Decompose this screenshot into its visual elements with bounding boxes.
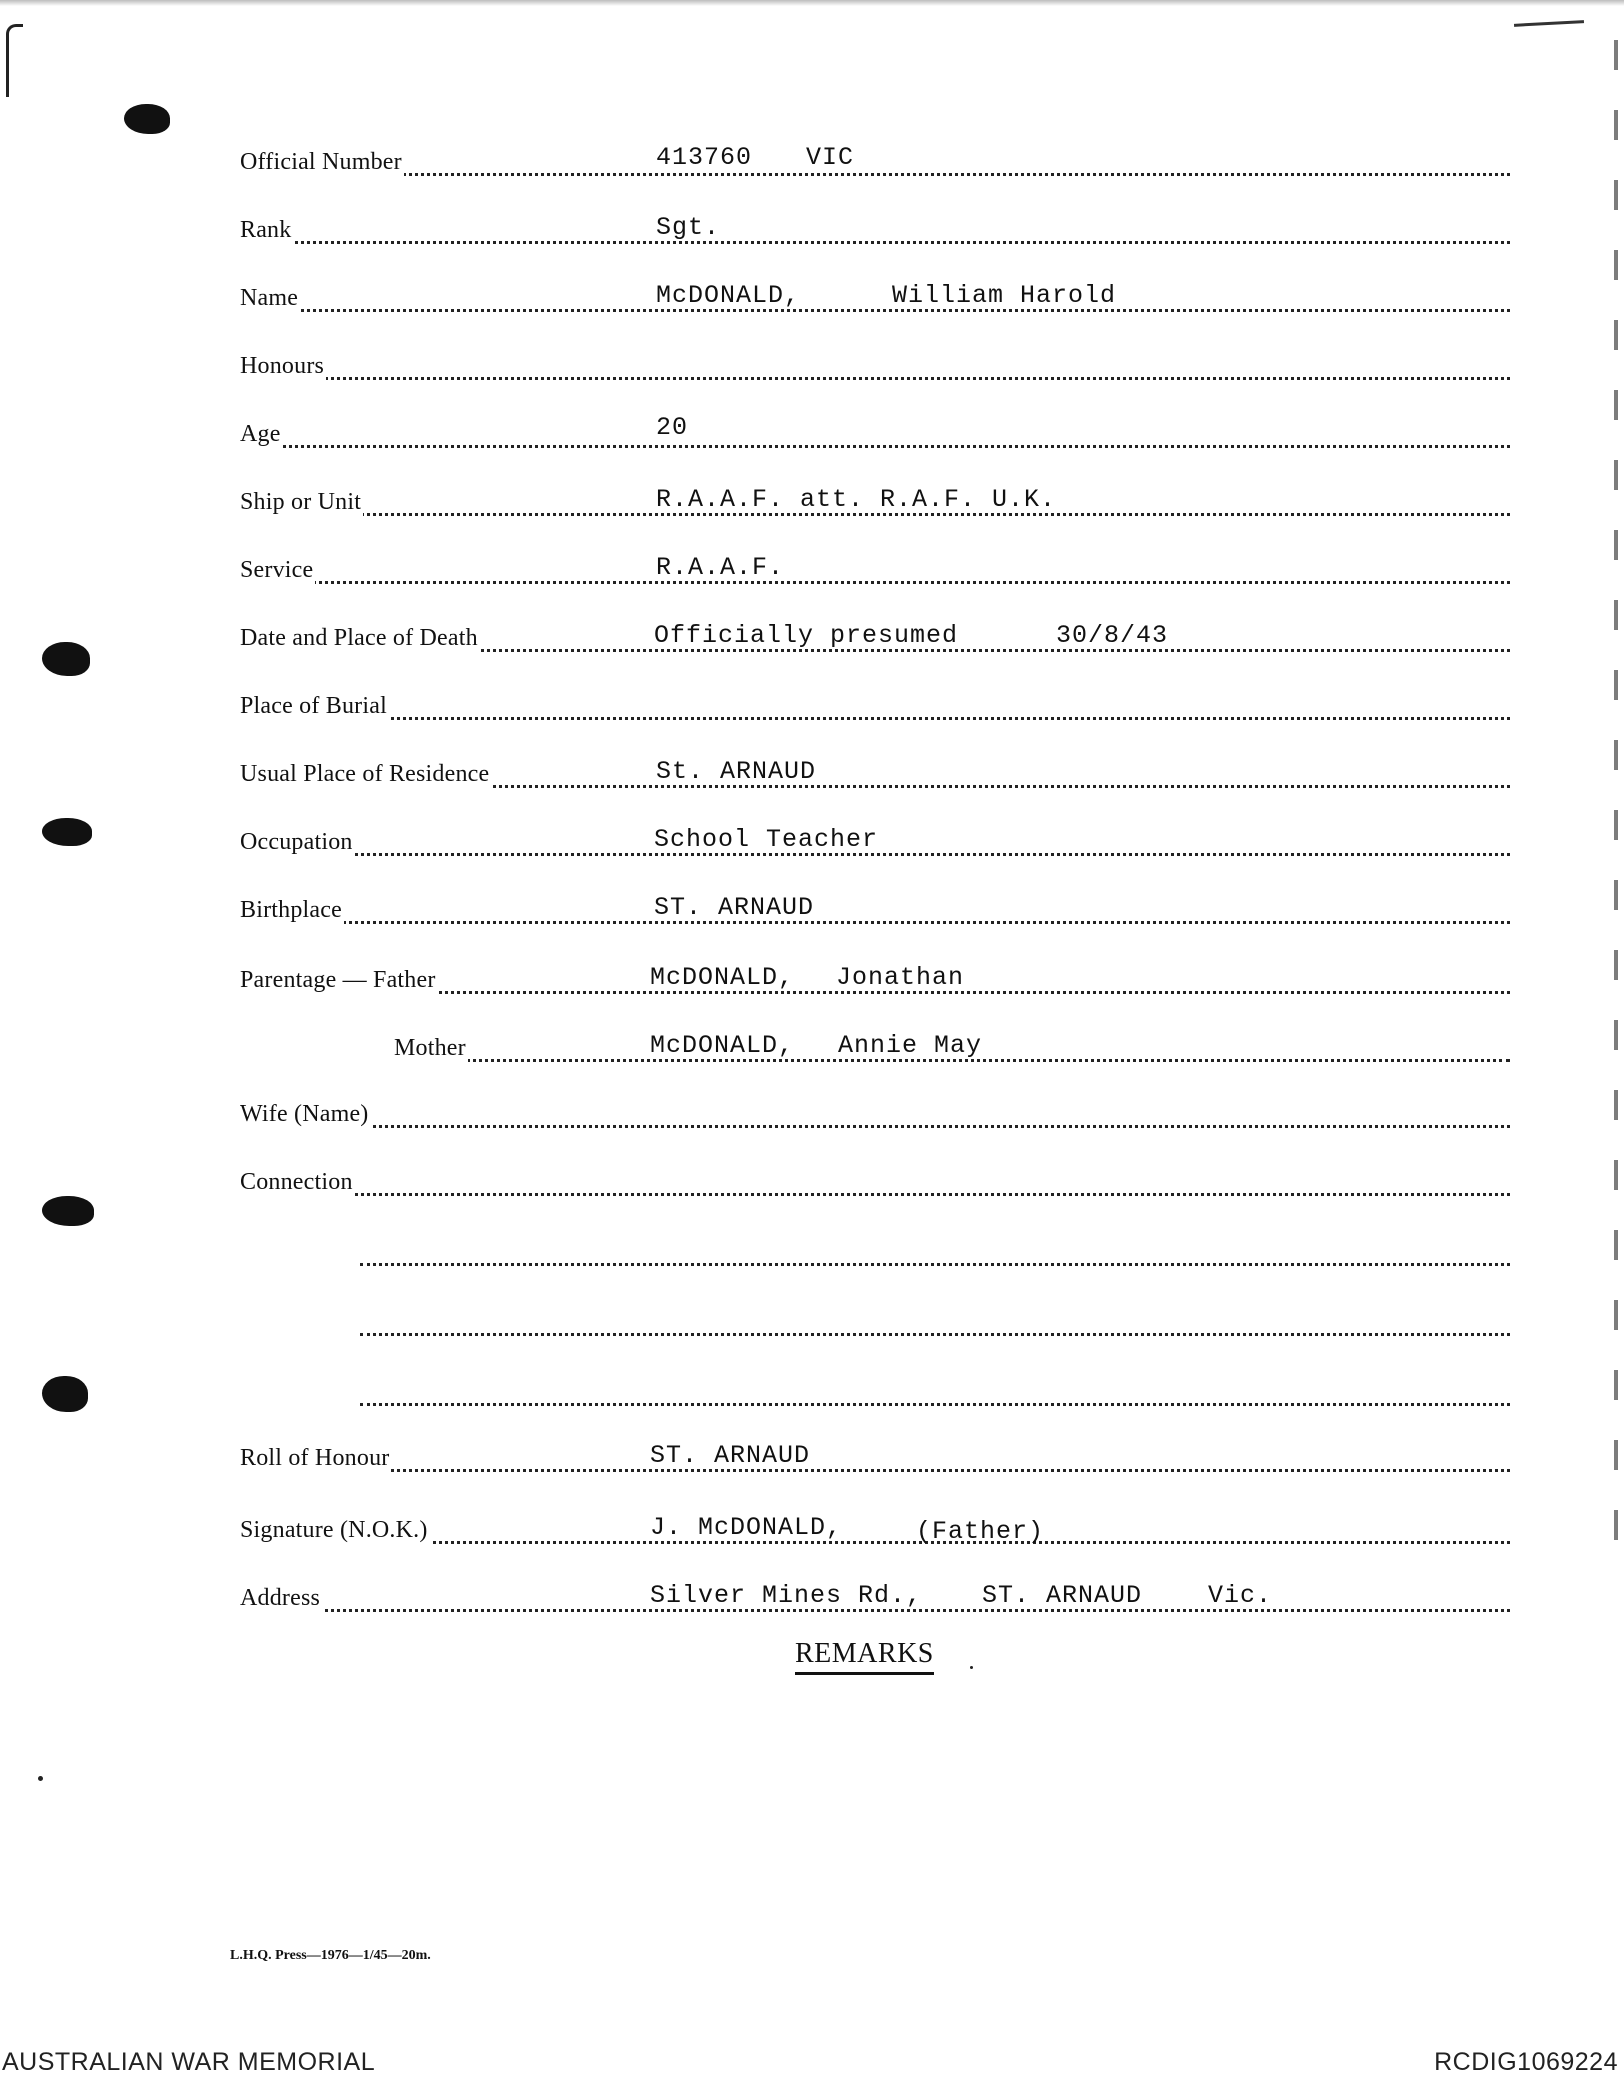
- mother-surname-value: McDONALD,: [650, 1031, 795, 1060]
- dotted-line: [240, 1193, 1510, 1196]
- occupation-row: [240, 820, 1510, 864]
- archive-name: AUSTRALIAN WAR MEMORIAL: [2, 2048, 376, 2076]
- page-edge: [0, 0, 1624, 6]
- punch-hole-icon: [42, 818, 92, 846]
- official-number-row: [240, 140, 1510, 184]
- dotted-line: [240, 717, 1510, 720]
- surname-value: McDONALD,: [656, 281, 801, 310]
- dotted-line: [240, 445, 1510, 448]
- father-surname-value: McDONALD,: [650, 963, 795, 992]
- official-number-label: Official Number: [240, 149, 402, 175]
- rank-value: Sgt.: [656, 213, 721, 242]
- service-row: [240, 548, 1510, 592]
- corner-fold-mark: [6, 24, 23, 97]
- place-of-burial-label: Place of Burial: [240, 693, 387, 719]
- place-of-burial-row: [240, 684, 1510, 728]
- dotted-line: [360, 1403, 1510, 1406]
- death-status-value: Officially presumed: [654, 621, 959, 650]
- dotted-line: [240, 1469, 1510, 1472]
- address-town-value: ST. ARNAUD: [982, 1581, 1143, 1610]
- usual-residence-value: St. ARNAUD: [656, 757, 817, 786]
- punch-hole-icon: [124, 104, 170, 134]
- address-label: Address: [240, 1585, 321, 1611]
- mother-given-value: Annie May: [838, 1031, 983, 1060]
- punch-hole-icon: [42, 1376, 88, 1412]
- usual-residence-label: Usual Place of Residence: [240, 761, 490, 787]
- mother-label: Mother: [394, 1035, 466, 1061]
- connection-extra-line: [240, 1300, 1510, 1344]
- birthplace-label: Birthplace: [240, 897, 342, 923]
- dotted-line: [240, 309, 1510, 312]
- signature-label: Signature (N.O.K.): [240, 1517, 428, 1543]
- speck: [38, 1776, 43, 1781]
- official-number-value: 413760: [656, 143, 753, 172]
- connection-row: [240, 1160, 1510, 1204]
- service-label: Service: [240, 557, 314, 583]
- dotted-line: [360, 1263, 1510, 1266]
- father-label: Parentage — Father: [240, 967, 436, 993]
- name-label: Name: [240, 285, 299, 311]
- ship-or-unit-label: Ship or Unit: [240, 489, 362, 515]
- dotted-line: [360, 1333, 1510, 1336]
- age-row: [240, 412, 1510, 456]
- father-given-value: Jonathan: [836, 963, 965, 992]
- service-value: R.A.A.F.: [656, 553, 785, 582]
- age-value: 20: [656, 413, 689, 442]
- dotted-line: [240, 241, 1510, 244]
- dotted-line: [240, 581, 1510, 584]
- address-street-value: Silver Mines Rd.,: [650, 1581, 923, 1610]
- mother-row: [240, 1026, 1510, 1070]
- dotted-line: [240, 377, 1510, 380]
- address-state-value: Vic.: [1208, 1581, 1273, 1610]
- rank-label: Rank: [240, 217, 292, 243]
- name-row: [240, 276, 1510, 320]
- ship-or-unit-value: R.A.A.F. att. R.A.F. U.K.: [656, 485, 1057, 514]
- rank-row: [240, 208, 1510, 252]
- honours-label: Honours: [240, 353, 325, 379]
- punch-hole-icon: [42, 642, 90, 676]
- archive-reference: RCDIG1069224: [1434, 2048, 1618, 2076]
- dotted-line: [240, 173, 1510, 176]
- roll-of-honour-row: [240, 1436, 1510, 1480]
- wife-label: Wife (Name): [240, 1101, 369, 1127]
- wife-row: [240, 1092, 1510, 1136]
- date-place-of-death-label: Date and Place of Death: [240, 625, 478, 651]
- honours-row: [240, 344, 1510, 388]
- punch-hole-icon: [42, 1196, 94, 1226]
- dotted-line: [240, 1541, 1510, 1544]
- speck: [970, 1666, 973, 1669]
- dotted-line: [240, 1125, 1510, 1128]
- page-right-edge: [1614, 40, 1618, 1540]
- given-names-value: William Harold: [892, 281, 1117, 310]
- address-row: [240, 1576, 1510, 1620]
- official-number-state: VIC: [806, 143, 855, 172]
- scan-mark: [1514, 20, 1584, 27]
- birthplace-row: [240, 888, 1510, 932]
- usual-residence-row: [240, 752, 1510, 796]
- connection-label: Connection: [240, 1169, 353, 1195]
- age-label: Age: [240, 421, 281, 447]
- father-row: [240, 958, 1510, 1002]
- death-date-value: 30/8/43: [1056, 621, 1169, 650]
- occupation-label: Occupation: [240, 829, 353, 855]
- dotted-line: [240, 921, 1510, 924]
- roll-of-honour-label: Roll of Honour: [240, 1445, 390, 1471]
- printer-imprint: L.H.Q. Press—1976—1/45—20m.: [230, 1948, 431, 1963]
- signature-relation-value: (Father): [916, 1517, 1045, 1546]
- connection-extra-line: [240, 1230, 1510, 1274]
- roll-of-honour-value: ST. ARNAUD: [650, 1441, 811, 1470]
- remarks-heading: REMARKS: [795, 1638, 934, 1675]
- date-place-of-death-row: [240, 616, 1510, 660]
- ship-or-unit-row: [240, 480, 1510, 524]
- birthplace-value: ST. ARNAUD: [654, 893, 815, 922]
- signature-row: [240, 1508, 1510, 1552]
- signature-value: J. McDONALD,: [650, 1513, 843, 1542]
- connection-extra-line: [240, 1370, 1510, 1414]
- occupation-value: School Teacher: [654, 825, 879, 854]
